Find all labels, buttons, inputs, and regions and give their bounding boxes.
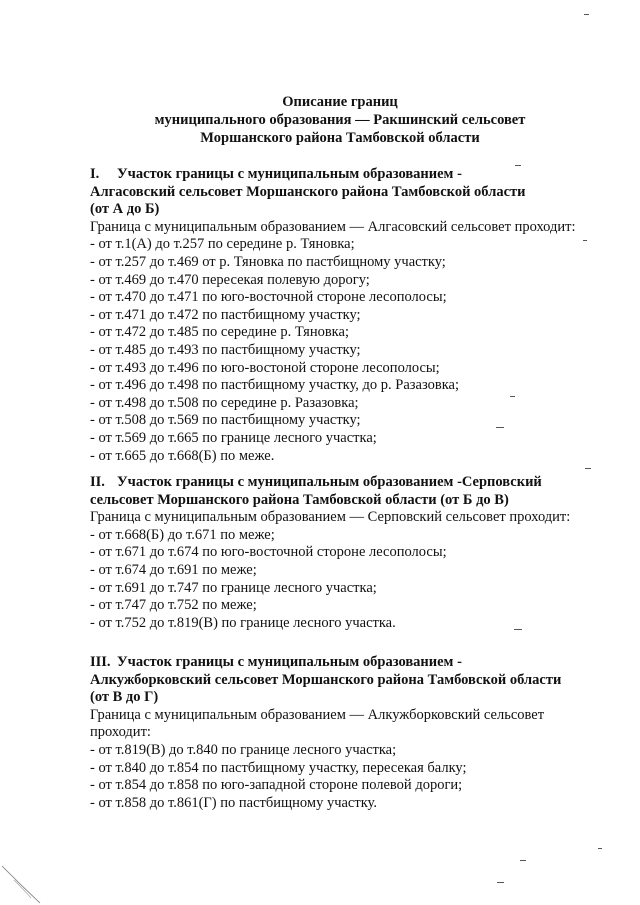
title-line: муниципального образования — Ракшинский сельсовет [154, 112, 526, 128]
scan-artifact-curve [2, 866, 40, 903]
boundary-item: - от т.840 до т.854 по пастбищному участку, пересекая балку; [90, 759, 467, 776]
boundary-item: - от т.858 до т.861(Г) по пастбищному участку. [90, 794, 377, 811]
section-number: III. [90, 654, 111, 670]
heading-line: Участок границы с муниципальным образованием - [117, 166, 462, 182]
boundary-item: - от т.470 до т.471 по юго-восточной стороне лесополосы; [90, 289, 447, 306]
heading-line: Алгасовский сельсовет Моршанского района Тамбовской области [90, 183, 526, 200]
boundary-item: - от т.668(Б) до т.671 по меже; [90, 526, 275, 543]
scan-speck [497, 882, 504, 883]
heading-line: Участок границы с муниципальным образованием - [117, 654, 462, 670]
boundary-item: - от т.569 до т.665 по границе лесного участка; [90, 429, 377, 446]
boundary-item: - от т.674 до т.691 по меже; [90, 561, 257, 578]
scan-speck [585, 468, 591, 469]
section-heading [90, 654, 620, 707]
boundary-item: - от т.1(А) до т.257 по середине р. Тяновка; [90, 236, 355, 253]
heading-line: сельсовет Моршанского района Тамбовской области (от Б до В) [90, 491, 509, 508]
boundary-item: - от т.752 до т.819(В) по границе лесного участка. [90, 614, 396, 631]
section-number: I. [90, 166, 100, 182]
scan-speck [584, 14, 589, 15]
boundary-item: - от т.257 до т.469 от р. Тяновка по пастбищному участку; [90, 253, 446, 270]
boundary-section-3 [90, 654, 620, 812]
boundary-section-2 [90, 474, 620, 632]
section-heading [90, 474, 620, 509]
title-line: Моршанского района Тамбовской области [200, 130, 480, 146]
boundary-item: - от т.819(В) до т.840 по границе лесного участка; [90, 741, 397, 758]
section-number: II. [90, 474, 105, 490]
boundary-item: - от т.665 до т.668(Б) по меже. [90, 447, 275, 464]
boundary-item: - от т.498 до т.508 по середине р. Разазовка; [90, 394, 359, 411]
boundary-item: - от т.691 до т.747 по границе лесного участка; [90, 579, 377, 596]
scan-speck [520, 860, 526, 861]
boundary-item: - от т.671 до т.674 по юго-восточной стороне лесополосы; [90, 544, 447, 561]
document-title [80, 93, 600, 147]
section-intro: Граница с муниципальным образованием — Алкужборковский сельсовет [90, 706, 545, 723]
section-intro: Граница с муниципальным образованием — Серповский сельсовет проходит: [90, 509, 571, 526]
boundary-item: - от т.471 до т.472 по пастбищному участку; [90, 306, 361, 323]
boundary-item: - от т.496 до т.498 по пастбищному участку, до р. Разазовка; [90, 377, 459, 394]
section-intro: Граница с муниципальным образованием — Алгасовский сельсовет проходит: [90, 218, 576, 235]
boundary-item: - от т.508 до т.569 по пастбищному участку; [90, 412, 361, 429]
heading-line: Участок границы с муниципальным образованием -Серповский [117, 474, 542, 490]
heading-line: (от А до Б) [90, 201, 160, 218]
boundary-item: - от т.854 до т.858 по юго-западной стороне полевой дороги; [90, 777, 463, 794]
boundary-item: - от т.485 до т.493 по пастбищному участку; [90, 341, 361, 358]
heading-line: (от В до Г) [90, 689, 159, 706]
section-intro: проходит: [90, 724, 151, 741]
scan-speck [598, 848, 602, 849]
title-line: Описание границ [282, 94, 398, 110]
boundary-item: - от т.747 до т.752 по меже; [90, 597, 257, 614]
section-heading [90, 166, 620, 219]
boundary-item: - от т.493 до т.496 по юго-востоной стороне лесополосы; [90, 359, 440, 376]
scan-artifact-curve-2 [14, 880, 31, 898]
boundary-item: - от т.472 до т.485 по середине р. Тяновка; [90, 324, 349, 341]
boundary-item: - от т.469 до т.470 пересекая полевую дорогу; [90, 271, 370, 288]
heading-line: Алкужборковский сельсовет Моршанского района Тамбовской области [90, 671, 562, 688]
boundary-section-1 [90, 166, 620, 465]
